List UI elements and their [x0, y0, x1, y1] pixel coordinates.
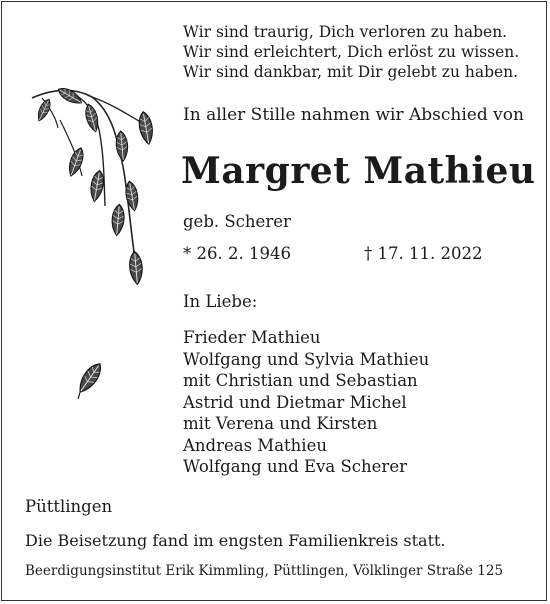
motto-verse: [183, 22, 519, 82]
mourner-line: Wolfgang und Sylvia Mathieu: [183, 349, 430, 369]
mourners-list: [183, 327, 429, 478]
death-date: † 17. 11. 2022: [364, 244, 483, 263]
mourner-line: Andreas Mathieu: [183, 435, 327, 455]
town: Püttlingen: [25, 497, 113, 516]
mourner-line: mit Verena und Kirsten: [183, 414, 378, 433]
burial-note: Die Beisetzung fand im engsten Familienkreis statt.: [25, 531, 446, 550]
motto-line: Wir sind traurig, Dich verloren zu haben.: [183, 23, 508, 41]
birth-date: * 26. 2. 1946: [183, 244, 291, 263]
falling-leaf-icon: [71, 360, 105, 401]
mourner-line: Frieder Mathieu: [183, 328, 321, 347]
mourner-line: Astrid und Dietmar Michel: [183, 392, 407, 412]
deceased-name: Margret Mathieu: [181, 150, 536, 192]
mourner-line: mit Christian und Sebastian: [183, 371, 418, 390]
intro-line: In aller Stille nahmen wir Abschied von: [183, 105, 524, 125]
love-heading: In Liebe:: [183, 292, 258, 311]
motto-line: Wir sind dankbar, mit Dir gelebt zu haben.: [183, 63, 519, 81]
undertaker-line: Beerdigungsinstitut Erik Kimmling, Püttlingen, Völklinger Straße 125: [25, 563, 504, 579]
motto-line: Wir sind erleichtert, Dich erlöst zu wissen.: [183, 43, 520, 61]
maiden-name: geb. Scherer: [183, 212, 291, 231]
mourner-line: Wolfgang und Eva Scherer: [183, 457, 407, 476]
